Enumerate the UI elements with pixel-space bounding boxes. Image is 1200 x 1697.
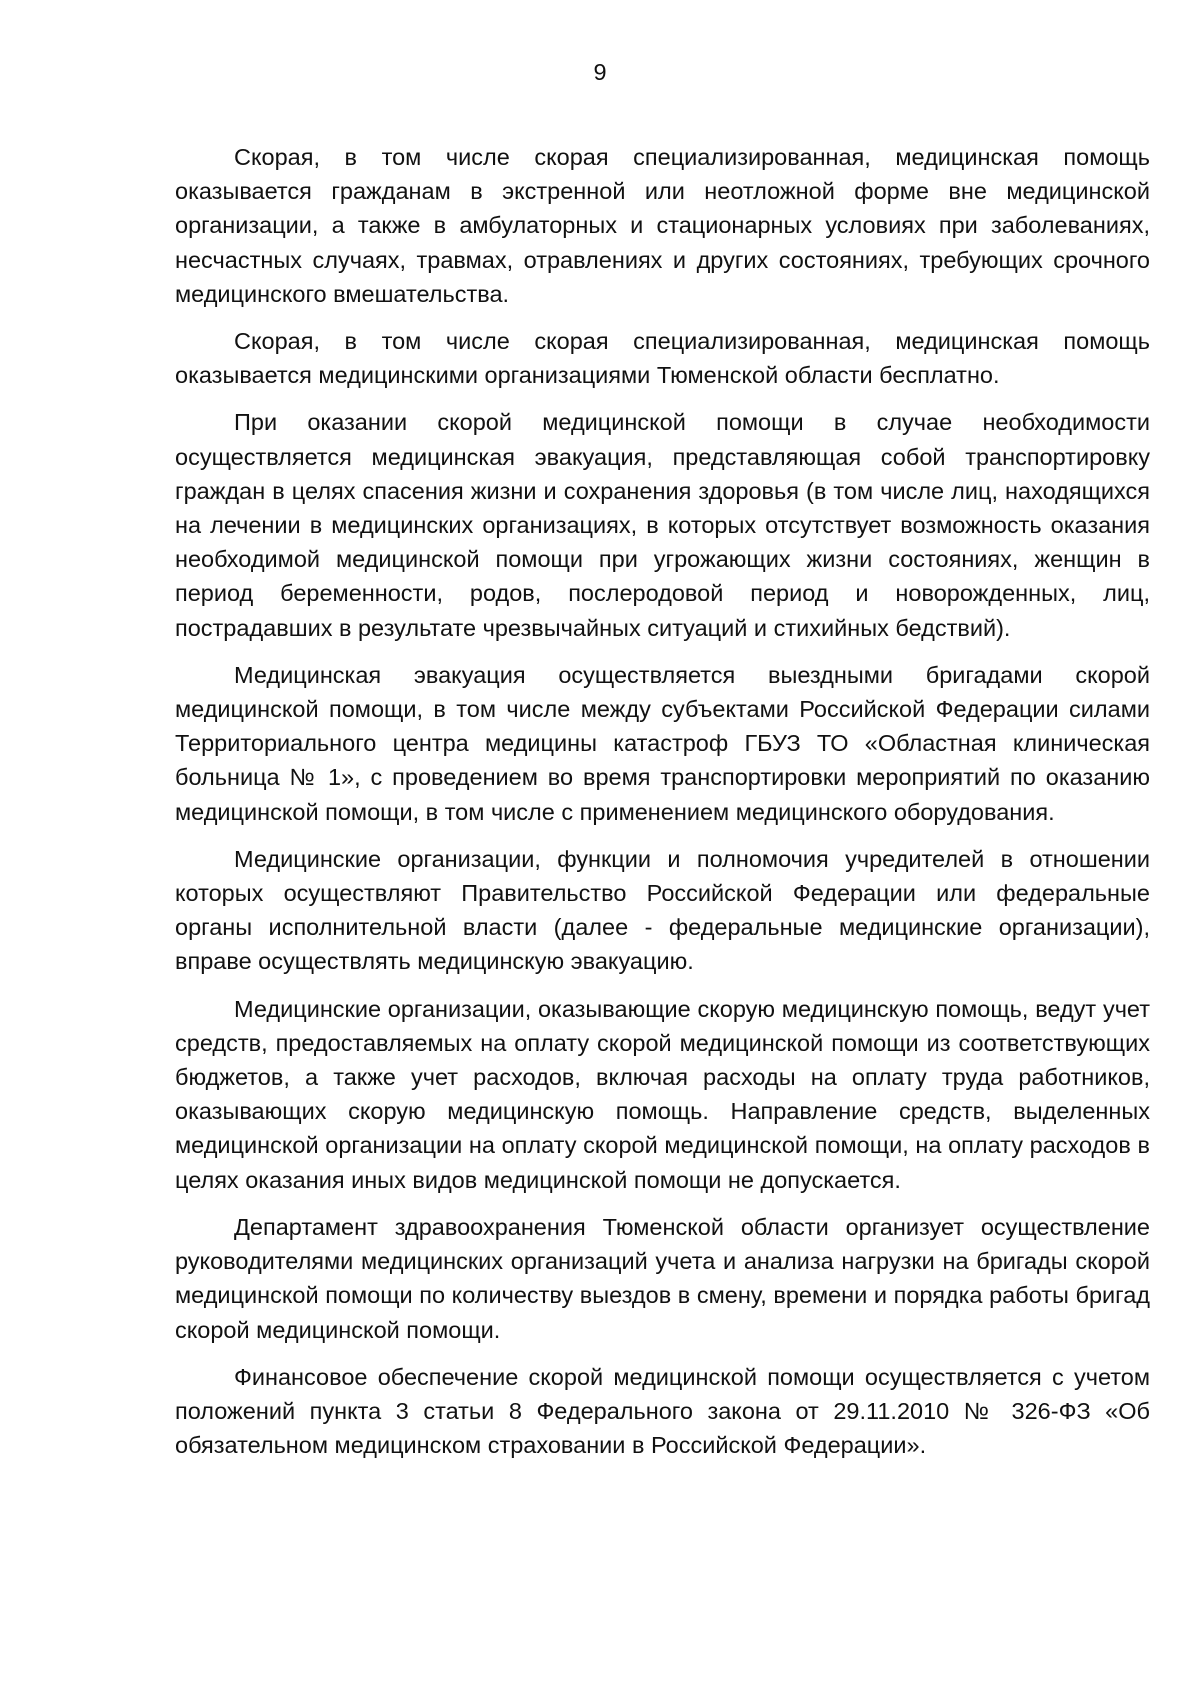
page-number: 9 — [593, 59, 607, 85]
paragraph-financial-provision: Финансовое обеспечение скорой медицинской помощи осуществляется с учетом положений пункта 3 статьи 8 Федерального закона от 29.11.2010 № 326-ФЗ «Об обязательном медицинском страховании в Российской Федерации». — [175, 1363, 1150, 1459]
paragraph-funds-accounting: Медицинские организации, оказывающие скорую медицинскую помощь, ведут учет средств, предоставляемых на оплату скорой медицинской помощи из соответствующих бюджетов, а также учет расходов, включая расходы на оплату труда работников, оказывающих скорую медицинскую помощь. Направление средств, выделенных медицинской организации на оплату скорой медицинской помощи, на оплату расходов в целях оказания иных видов медицинской помощи не допускается. — [175, 995, 1150, 1193]
paragraph-free-of-charge: Скорая, в том числе скорая специализированная, медицинская помощь оказывается медицинскими организациями Тюменской области бесплатно. — [175, 328, 1150, 389]
document-body — [175, 140, 1150, 1475]
paragraph-workload-analysis: Департамент здравоохранения Тюменской области организует осуществление руководителями медицинских организаций учета и анализа нагрузки на бригады скорой медицинской помощи по количеству выездов в смену, времени и порядка работы бригад скорой медицинской помощи. — [175, 1213, 1150, 1343]
paragraph-federal-organizations: Медицинские организации, функции и полномочия учредителей в отношении которых осуществляют Правительство Российской Федерации или федеральные органы исполнительной власти (далее - федеральные медицинские организации), вправе осуществлять медицинскую эвакуацию. — [175, 845, 1150, 975]
paragraph-evacuation-teams: Медицинская эвакуация осуществляется выездными бригадами скорой медицинской помощи, в том числе между субъектами Российской Федерации силами Территориального центра медицины катастроф ГБУЗ ТО «Областная клиническая больница № 1», с проведением во время транспортировки мероприятий по оказанию медицинской помощи, в том числе с применением медицинского оборудования. — [175, 661, 1150, 825]
paragraph-ambulance-care-conditions: Скорая, в том числе скорая специализированная, медицинская помощь оказывается гражданам в экстренной или неотложной форме вне медицинской организации, а также в амбулаторных и стационарных условиях при заболеваниях, несчастных случаях, травмах, отравлениях и других состояниях, требующих срочного медицинского вмешательства. — [175, 144, 1150, 307]
paragraph-medical-evacuation: При оказании скорой медицинской помощи в случае необходимости осуществляется медицинская эвакуация, представляющая собой транспортировку граждан в целях спасения жизни и сохранения здоровья (в том числе лиц, находящихся на лечении в медицинских организациях, в которых отсутствует возможность оказания необходимой медицинской помощи при угрожающих жизни состояниях, женщин в период беременности, родов, послеродовой период и новорожденных, лиц, пострадавших в результате чрезвычайных ситуаций и стихийных бедствий). — [175, 409, 1150, 641]
